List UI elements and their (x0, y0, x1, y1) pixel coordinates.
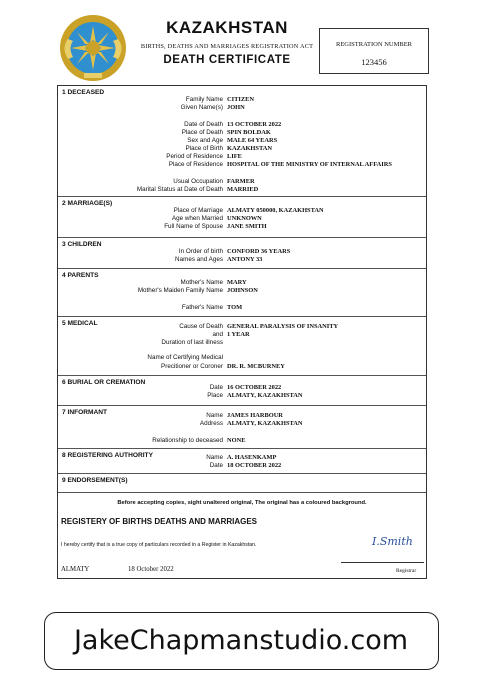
section-endorsement (58, 474, 426, 493)
registration-number-box (319, 28, 429, 74)
field-row (58, 354, 426, 363)
field-label: Name of Certifying Medical (147, 354, 223, 361)
field-label: Address (199, 420, 223, 427)
section-medical (58, 317, 426, 376)
section-marriage (58, 197, 426, 238)
field-row (58, 287, 426, 296)
field-label: Name (206, 454, 223, 461)
certificate-table (57, 85, 427, 579)
field-label: Marital Status at Date of Death (136, 186, 223, 193)
registration-number-value: 123456 (361, 57, 387, 67)
field-value: HOSPITAL OF THE MINISTRY OF INTERNAL AFFAIRS (227, 161, 392, 168)
field-value: CITIZEN (227, 96, 254, 103)
field-value: FARMER (227, 178, 255, 185)
section-deceased (58, 86, 426, 197)
field-label: Mother's Name (180, 279, 223, 286)
section-registering-authority (58, 449, 426, 474)
field-value: LIFE (227, 153, 242, 160)
signature-line (341, 562, 424, 563)
field-label: Full Name of Spouse (164, 223, 223, 230)
field-label: Place of Birth (185, 145, 223, 152)
field-row (58, 420, 426, 429)
field-value: DR. R. MCBURNEY (227, 363, 285, 370)
field-label: Family Name (185, 96, 223, 103)
field-label: Sex and Age (187, 137, 223, 144)
field-row (58, 339, 426, 348)
field-row (58, 104, 426, 113)
field-label: Relationship to deceased (152, 437, 223, 444)
watermark-text: JakeChapmanstudio.com (73, 625, 409, 656)
watermark-banner (44, 612, 439, 670)
field-value: JANE SMITH (227, 223, 267, 230)
country-title: KAZAKHSTAN (166, 18, 288, 37)
field-label: and (212, 331, 223, 338)
field-value: ALMATY 050000, KAZAKHSTAN (227, 207, 324, 214)
field-value: 13 OCTOBER 2022 (227, 121, 282, 128)
field-row (58, 304, 426, 313)
field-label: Place of Residence (168, 161, 223, 168)
field-value: ALMATY, KAZAKHSTAN (227, 392, 303, 399)
section-title: 8 REGISTERING AUTHORITY (62, 452, 153, 459)
section-title: 2 MARRIAGE(S) (62, 200, 113, 207)
section-title: 9 ENDORSEMENT(S) (62, 477, 128, 484)
field-value: NONE (227, 437, 246, 444)
field-value: 16 OCTOBER 2022 (227, 384, 282, 391)
section-informant (58, 406, 426, 449)
field-value: TOM (227, 304, 243, 311)
field-value: SPIN BOLDAK (227, 129, 271, 136)
field-row (58, 256, 426, 265)
section-title: 7 INFORMANT (62, 409, 108, 416)
registrar-signature: I.Smith (372, 535, 413, 548)
field-label: Place (207, 392, 223, 399)
field-label: Place of Death (181, 129, 223, 136)
field-label: In Order of birth (178, 248, 223, 255)
field-row (58, 223, 426, 232)
field-value: KAZAKHSTAN (227, 145, 272, 152)
field-value: ALMATY, KAZAKHSTAN (227, 420, 303, 427)
field-label: Precitioner or Coroner (161, 363, 223, 370)
field-label: Date (209, 384, 223, 391)
field-value: MARRIED (227, 186, 259, 193)
field-label: Date (209, 462, 223, 469)
field-value: ANTONY 33 (227, 256, 263, 263)
field-label: Cause of Death (179, 323, 223, 330)
field-label: Mother's Maiden Family Name (137, 287, 223, 294)
kazakhstan-emblem-icon (58, 13, 128, 83)
field-value: CONFORD 36 YEARS (227, 248, 291, 255)
field-row (58, 437, 426, 446)
field-row (58, 186, 426, 195)
section-parents (58, 269, 426, 317)
field-label: Names and Ages (175, 256, 223, 263)
field-value: GENERAL PARALYSIS OF INSANITY (227, 323, 339, 330)
field-row (58, 363, 426, 372)
field-label: Date of Death (184, 121, 223, 128)
registration-number-label: REGISTRATION NUMBER (335, 41, 413, 48)
registry-title: REGISTERY OF BIRTHS DEATHS AND MARRIAGES (61, 517, 258, 526)
section-title: 4 PARENTS (62, 272, 99, 279)
registry-act-subtitle: BIRTHS, DEATHS AND MARRIAGES REGISTRATION ACT (140, 43, 314, 50)
field-value: A. HASENKAMP (227, 454, 277, 461)
copy-notice: Before accepting copies, sight unaltered original, The original has a coloured background. (117, 500, 367, 506)
field-value: 18 OCTOBER 2022 (227, 462, 282, 469)
field-value: 1 YEAR (227, 331, 250, 338)
field-label: Age when Married (171, 215, 223, 222)
field-label: Name (206, 412, 223, 419)
field-value: JOHN (227, 104, 245, 111)
section-title: 3 CHILDREN (62, 241, 102, 248)
field-value: MALE 64 YEARS (227, 137, 278, 144)
issue-date: 18 October 2022 (128, 566, 174, 573)
section-children (58, 238, 426, 269)
section-burial (58, 376, 426, 406)
field-label: Period of Residence (166, 153, 223, 160)
field-label: Father's Name (181, 304, 223, 311)
field-value: UNKNOWN (227, 215, 262, 222)
field-label: Usual Occupation (173, 178, 223, 185)
field-row (58, 462, 426, 471)
registrar-label: Registrar (396, 568, 417, 574)
field-label: Duration of last illness (161, 339, 223, 346)
certificate-title: DEATH CERTIFICATE (163, 54, 291, 66)
field-value: JOHNSON (227, 287, 258, 294)
section-title: 6 BURIAL OR CREMATION (62, 379, 146, 386)
field-value: JAMES HARBOUR (227, 412, 283, 419)
certification-statement: I hereby certify that is a true copy of particulars recorded in a Register in Kazakhstan. (61, 542, 257, 548)
section-title: 1 DECEASED (62, 89, 105, 96)
section-title: 5 MEDICAL (62, 320, 98, 327)
issue-place: ALMATY (61, 566, 90, 573)
field-row (58, 161, 426, 170)
field-row (58, 392, 426, 401)
field-label: Given Name(s) (180, 104, 223, 111)
field-label: Place of Marriage (173, 207, 223, 214)
field-value: MARY (227, 279, 247, 286)
